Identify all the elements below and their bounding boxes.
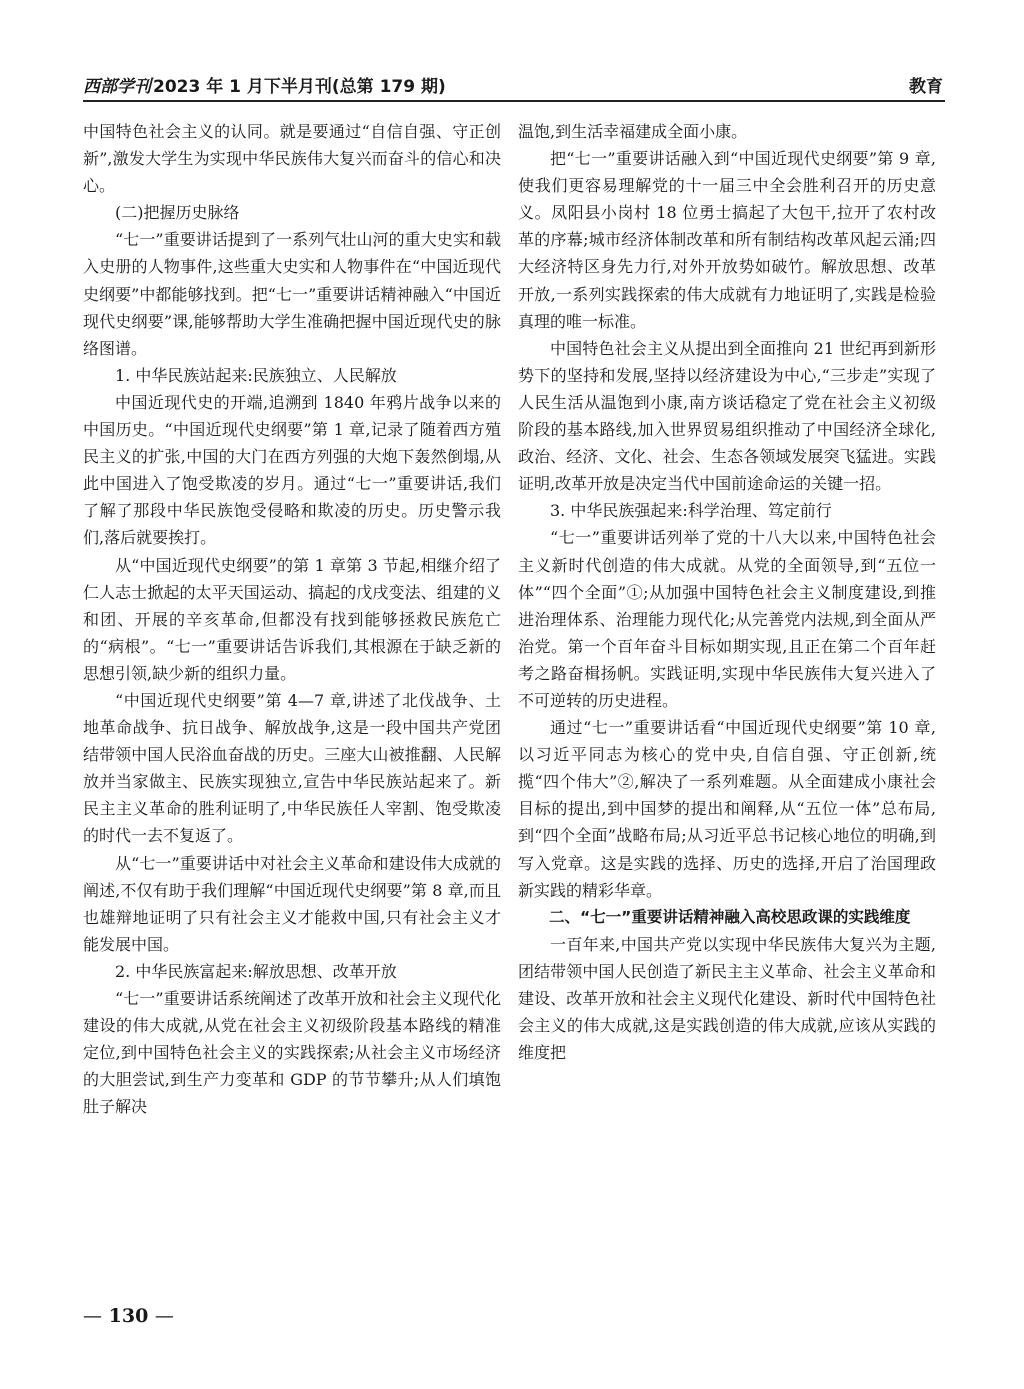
paragraph: 中国近现代史的开端,追溯到 1840 年鸦片战争以来的中国历史。“中国近现代史纲要”第 1 章,记录了随着西方殖民主义的扩张,中国的大门在西方列强的大炮下轰然倒塌,从此中国进入了饱受欺凌的岁月。通过“七一”重要讲话,我们了解了那段中华民族饱受侵略和欺凌的历史。历史警示我们,落后就要挨打。 <box>83 392 501 548</box>
journal-issue-line <box>83 72 446 97</box>
left-text-column <box>83 118 501 1120</box>
page-number: 130 <box>108 1305 149 1327</box>
paragraph: 从“中国近现代史纲要”的第 1 章第 3 节起,相继介绍了仁人志士掀起的太平天国运动、搞起的戊戌变法、组建的义和团、开展的辛亥革命,但都没有找到能够拯救民族危亡的“病根”。“七一”重要讲话告诉我们,其根源在于缺乏新的思想引领,缺少新的组织力量。 <box>83 555 501 683</box>
paragraph: 从“七一”重要讲话中对社会主义革命和建设伟大成就的阐述,不仅有助于我们理解“中国近现代史纲要”第 8 章,而且也雄辩地证明了只有社会主义才能救中国,只有社会主义才能发展中国。 <box>83 853 501 954</box>
subsection-heading: 1. 中华民族站起来:民族独立、人民解放 <box>115 365 397 385</box>
subsection-heading: 2. 中华民族富起来:解放思想、改革开放 <box>115 961 397 981</box>
paragraph: “七一”重要讲话系统阐述了改革开放和社会主义现代化建设的伟大成就,从党在社会主义初级阶段基本路线的精准定位,到中国特色社会主义的实践探索;从社会主义市场经济的大胆尝试,到生产力变革和 GDP 的节节攀升;从人们填饱肚子解决 <box>83 989 501 1117</box>
paragraph: 把“七一”重要讲话融入到“中国近现代史纲要”第 9 章,使我们更容易理解党的十一届三中全会胜利召开的历史意义。凤阳县小岗村 18 位勇士搞起了大包干,拉开了农村改革的序幕;城市经济体制改革和所有制结构改革风起云涌;四大经济特区身先力行,对外开放势如破竹。解放思想、改革开放,一系列实践探索的伟大成就有力地证明了,实践是检验真理的唯一标准。 <box>518 149 936 331</box>
page-header <box>83 70 945 102</box>
paragraph: 温饱,到生活幸福建成全面小康。 <box>518 122 748 141</box>
paragraph: “七一”重要讲话列举了党的十八大以来,中国特色社会主义新时代创造的伟大成就。从党的全面领导,到“五位一体”“四个全面”①;从加强中国特色社会主义制度建设,到推进治理体系、治理能力现代化;从完善党内法规,到全面从严治党。第一个百年奋斗目标如期实现,且正在第二个百年赶考之路奋楫扬帆。实践证明,实现中华民族伟大复兴进入了不可逆转的历史进程。 <box>518 528 936 710</box>
journal-logo: 西部学刊 <box>83 77 151 97</box>
footer-dash-left: — <box>83 1305 102 1327</box>
footer-dash-right: — <box>154 1305 174 1327</box>
subsection-heading: (二)把握历史脉络 <box>115 203 240 223</box>
subsection-heading: 3. 中华民族强起来:科学治理、笃定前行 <box>550 501 832 521</box>
paragraph: 中国特色社会主义从提出到全面推向 21 世纪再到新形势下的坚持和发展,坚持以经济建设为中心,“三步走”实现了人民生活从温饱到小康,南方谈话稳定了党在社会主义初级阶段的基本路线,加入世界贸易组织推动了中国经济全球化,政治、经济、文化、社会、生态各领域发展突飞猛进。实践证明,改革开放是决定当代中国前途命运的关键一招。 <box>518 338 936 494</box>
paragraph: 一百年来,中国共产党以实现中华民族伟大复兴为主题,团结带领中国人民创造了新民主主义革命、社会主义革命和建设、改革开放和社会主义现代化建设、新时代中国特色社会主义的伟大成就,这是实践创造的伟大成就,应该从实践的维度把 <box>518 934 936 1063</box>
paragraph: “七一”重要讲话提到了一系列气壮山河的重大史实和载入史册的人物事件,这些重大史实和人物事件在“中国近现代史纲要”中都能够找到。把“七一”重要讲话精神融入“中国近现代史纲要”课,能够帮助大学生准确把握中国近现代史的脉络图谱。 <box>83 230 501 358</box>
paragraph: 通过“七一”重要讲话看“中国近现代史纲要”第 10 章,以习近平同志为核心的党中央,自信自强、守正创新,统揽“四个伟大”②,解决了一系列难题。从全面建成小康社会目标的提出,到中国梦的提出和阐释,从“五位一体”总布局,到“四个全面”战略布局;从习近平总书记核心地位的明确,到写入党章。这是实践的选择、历史的选择,开启了治国理政新实践的精彩华章。 <box>518 718 936 900</box>
section-heading: 二、“七一”重要讲话精神融入高校思政课的实践维度 <box>549 907 911 926</box>
paragraph: 中国特色社会主义的认同。就是要通过“自信自强、守正创新”,激发大学生为实现中华民族伟大复兴而奋斗的信心和决心。 <box>83 122 501 196</box>
right-text-column <box>518 118 936 1066</box>
page-footer <box>83 1305 174 1327</box>
issue-label: 2023 年 1 月下半月刊(总第 179 期) <box>153 77 446 97</box>
section-label: 教育 <box>909 77 943 97</box>
paragraph: “中国近现代史纲要”第 4—7 章,讲述了北伐战争、土地革命战争、抗日战争、解放战争,这是一段中国共产党团结带领中国人民浴血奋战的历史。三座大山被推翻、人民解放并当家做主、民族实现独立,宣告中华民族站起来了。新民主主义革命的胜利证明了,中华民族任人宰割、饱受欺凌的时代一去不复返了。 <box>83 690 501 846</box>
